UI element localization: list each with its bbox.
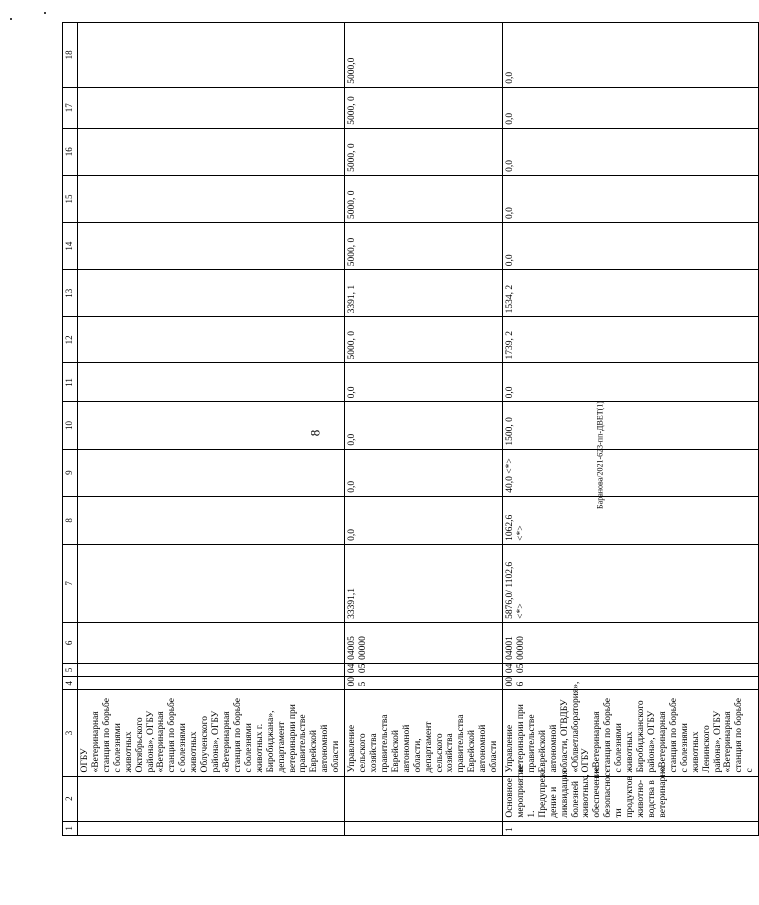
cell-rzpr: 04 05 bbox=[503, 663, 759, 676]
cell-value: 0,0 bbox=[503, 363, 759, 402]
document-reference: Баранова/2021-623-пп-ДВЕТ(1) bbox=[595, 401, 605, 509]
cell-rzpr bbox=[78, 663, 345, 676]
cell-activity: Основное мероприятие 1. Предупреж-дение и ликвидация болезней животных, обеспечение безопаснос-ти продуктов животно-водства в ветеринарно bbox=[503, 776, 759, 821]
cell-value: 0,0 bbox=[345, 402, 503, 449]
col-header: 8 bbox=[63, 496, 78, 544]
cell-value: 0,0 bbox=[345, 496, 503, 544]
cell-value: 1534, 2 bbox=[503, 270, 759, 317]
cell-value bbox=[78, 363, 345, 402]
col-header: 16 bbox=[63, 128, 78, 175]
col-header: 15 bbox=[63, 175, 78, 222]
col-header: 4 bbox=[63, 677, 78, 690]
col-header: 11 bbox=[63, 363, 78, 402]
col-header: 13 bbox=[63, 270, 78, 317]
col-header: 18 bbox=[63, 23, 78, 88]
cell-executor: ОГБУ «Ветеринарная станция по борьбе с болезнями животных Октябрьского района», ОГБУ «Ветеринарная станция по борьбе с болезнями животных Облученского района», ОГБУ «Ветеринарная станция по борьбе с болезнями животных г. Биробиджана», департамент ветеринарии при правительстве Еврейской автономной области bbox=[78, 690, 345, 776]
cell-executor: Управление сельского хозяйства правительства Еврейской автономной области, департамент сельского хозяйства правительства Еврейской автономной области bbox=[345, 690, 503, 776]
cell-value: 1739, 2 bbox=[503, 317, 759, 363]
cell-value bbox=[78, 270, 345, 317]
cell-grbs: 00 6 bbox=[503, 677, 759, 690]
cell-value: 5000, 0 bbox=[345, 223, 503, 270]
table-row bbox=[345, 23, 503, 836]
cell-value: 0,0 bbox=[503, 175, 759, 222]
cell-csr: 04005 00000 bbox=[345, 622, 503, 663]
cell-value: 3391, 1 bbox=[345, 270, 503, 317]
cell-activity bbox=[345, 776, 503, 821]
cell-value bbox=[78, 544, 345, 622]
cell-value bbox=[78, 175, 345, 222]
cell-value: 5876,0/ 1102,6 <*> bbox=[503, 544, 759, 622]
cell-value bbox=[78, 496, 345, 544]
cell-csr bbox=[78, 622, 345, 663]
cell-value bbox=[78, 402, 345, 449]
scan-speck bbox=[10, 18, 12, 20]
cell-value: 40,0 <*> bbox=[503, 449, 759, 496]
cell-value bbox=[78, 23, 345, 88]
col-header: 1 bbox=[63, 821, 78, 835]
col-header: 6 bbox=[63, 622, 78, 663]
cell-value: 5000, 0 bbox=[345, 128, 503, 175]
cell-value: 33391,1 bbox=[345, 544, 503, 622]
column-number-row bbox=[63, 23, 78, 836]
budget-table bbox=[62, 22, 759, 836]
col-header: 2 bbox=[63, 776, 78, 821]
cell-value bbox=[78, 128, 345, 175]
cell-value: 5000, 0 bbox=[345, 87, 503, 128]
cell-csr: 04001 00000 bbox=[503, 622, 759, 663]
col-header: 12 bbox=[63, 317, 78, 363]
col-header: 7 bbox=[63, 544, 78, 622]
cell-grbs bbox=[78, 677, 345, 690]
cell-value: 5000, 0 bbox=[345, 317, 503, 363]
cell-num: 1 bbox=[503, 821, 759, 835]
cell-num bbox=[345, 821, 503, 835]
cell-executor: Управление ветеринарии при правительстве Еврейской автономной области, ОГВДБУ «Облветлаборатория», ОГБУ «Ветеринарная станция по борьбе с болезнями животных Биробиджанского района», ОГБУ «Ветеринарная станция по борьбе с болезнями животных Ленинского района», ОГБУ «Ветеринарная станция по борьбе с bbox=[503, 690, 759, 776]
cell-value: 5000, 0 bbox=[345, 175, 503, 222]
cell-value: 0,0 bbox=[503, 23, 759, 88]
table-row bbox=[503, 23, 759, 836]
cell-value: 0,0 bbox=[503, 128, 759, 175]
col-header: 5 bbox=[63, 663, 78, 676]
cell-value bbox=[78, 223, 345, 270]
col-header: 10 bbox=[63, 402, 78, 449]
col-header: 17 bbox=[63, 87, 78, 128]
cell-value: 1062,6 <*> bbox=[503, 496, 759, 544]
cell-rzpr: 04 05 bbox=[345, 663, 503, 676]
cell-value: 0,0 bbox=[345, 363, 503, 402]
cell-grbs: 00 5 bbox=[345, 677, 503, 690]
cell-value bbox=[78, 317, 345, 363]
cell-value bbox=[78, 449, 345, 496]
cell-value bbox=[78, 87, 345, 128]
cell-value: 0,0 bbox=[345, 449, 503, 496]
table-row bbox=[78, 23, 345, 836]
page-number: 8 bbox=[307, 429, 323, 437]
col-header: 3 bbox=[63, 690, 78, 776]
cell-value: 5000,0 bbox=[345, 23, 503, 88]
cell-activity bbox=[78, 776, 345, 821]
col-header: 9 bbox=[63, 449, 78, 496]
cell-value: 0,0 bbox=[503, 223, 759, 270]
scan-speck bbox=[44, 12, 46, 14]
cell-value: 1500, 0 bbox=[503, 402, 759, 449]
col-header: 14 bbox=[63, 223, 78, 270]
cell-num bbox=[78, 821, 345, 835]
cell-value: 0,0 bbox=[503, 87, 759, 128]
